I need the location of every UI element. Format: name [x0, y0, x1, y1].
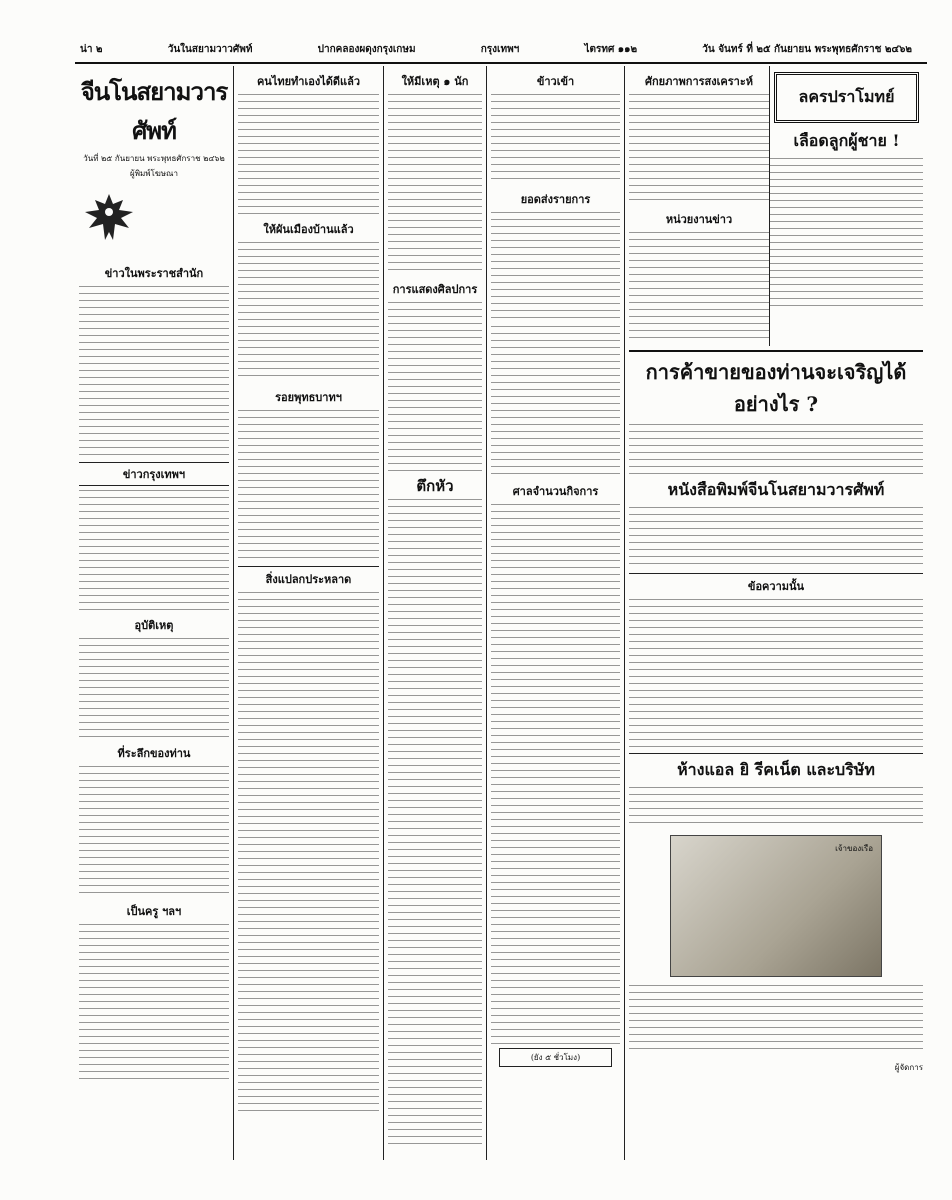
text-block	[79, 766, 229, 896]
headline-news-agency: หน่วยงานข่าว	[665, 213, 733, 226]
company-ad-title: ห้างแอล ยิ รีคเน็ต และบริษัท	[629, 753, 923, 783]
column-5	[624, 66, 927, 1160]
ad-photo	[670, 835, 882, 977]
text-block	[79, 924, 229, 1084]
headline-incident: ให้มีเหตุ ๑ นัก	[401, 75, 469, 88]
theatre-ad-box	[774, 72, 919, 123]
headline-thai-made: คนไทยทำเองได้ดีแล้ว	[256, 75, 361, 88]
text-block	[238, 242, 379, 382]
column-4	[486, 66, 624, 1160]
headline-building: ตึกหัว	[416, 477, 454, 495]
text-block	[388, 499, 482, 1149]
text-block	[629, 787, 923, 827]
page-header	[80, 38, 922, 60]
text-block	[388, 302, 482, 472]
text-block	[491, 504, 620, 1044]
text-block	[238, 592, 379, 1112]
text-block	[238, 94, 379, 214]
text-block	[491, 212, 620, 322]
masthead-publisher: ผู้พิมพ์โฆษณา	[130, 169, 178, 178]
text-block	[238, 410, 379, 560]
ad-signature: ผู้จัดการ	[894, 1063, 923, 1072]
text-block	[629, 507, 923, 567]
section-memorial: ที่ระลึกของท่าน	[117, 747, 191, 760]
headline-notice: ข้อความนั้น	[629, 573, 923, 595]
header-date-right: วัน จันทร์ ที่ ๒๕ กันยายน พระพุทธศักราช ๒๔๖๒	[702, 43, 912, 55]
column-footer: (ยัง ๕ ชั่วโมง)	[499, 1048, 612, 1067]
header-city: กรุงเทพฯ	[480, 43, 520, 55]
headline-city-change: ให้ผันเมืองบ้านแล้ว	[263, 223, 354, 236]
text-block	[629, 599, 923, 749]
theatre-ad-headline: เลือดลูกผู้ชาย !	[793, 131, 900, 150]
text-block	[79, 490, 229, 610]
headline-strange-things: สิ่งแปลกประหลาด	[238, 566, 379, 588]
headline-rice: ข้าวเข้า	[536, 75, 575, 88]
section-teacher: เป็นครู ฯลฯ	[126, 905, 182, 918]
headline-footprint: รอยพุทธบาทฯ	[275, 391, 342, 404]
text-block	[629, 232, 769, 342]
section-royal-court: ข่าวในพระราชสำนัก	[104, 267, 204, 280]
section-accident: อุบัติเหตุ	[134, 619, 174, 632]
text-block	[629, 94, 769, 204]
garuda-emblem-icon	[79, 188, 139, 248]
headline-welfare: ศักยภาพการสงเคราะห์	[645, 75, 753, 88]
header-date-left: วันในสยามวาวศัพท์	[167, 43, 253, 55]
headline-trade: การค้าขายของท่านจะเจริญได้อย่างไร ?	[645, 360, 907, 416]
text-block	[770, 158, 923, 308]
column-2	[233, 66, 383, 1160]
header-place: ปากคลองผดุงกรุงเกษม	[317, 43, 416, 55]
header-rule	[75, 62, 927, 64]
headline-dispatch: ยอดส่งรายการ	[520, 193, 591, 206]
headline-newspaper: หนังสือพิมพ์จีนโนสยามวารศัพท์	[667, 480, 885, 499]
text-block	[79, 286, 229, 456]
headline-court: ศาลจำนวนกิจการ	[512, 485, 599, 498]
header-year: ไตรทศ ๑๑๒	[584, 43, 638, 55]
text-block	[491, 326, 620, 476]
page-number: น่า ๒	[80, 43, 103, 55]
masthead: จีนโนสยามวารศัพท์	[80, 77, 228, 145]
photo-caption: เจ้าของเรือ	[835, 844, 873, 853]
section-bangkok-news: ข่าวกรุงเทพฯ	[79, 462, 229, 486]
headline-art-show: การแสดงศิลปการ	[392, 283, 478, 296]
masthead-date: วันที่ ๒๕ กันยายน พระพุทธศักราช ๒๔๖๒	[83, 154, 225, 163]
text-block	[388, 94, 482, 274]
text-block	[629, 424, 923, 474]
column-1	[75, 66, 233, 1160]
text-block	[79, 638, 229, 738]
text-block	[629, 985, 923, 1055]
price-table	[491, 94, 620, 184]
theatre-ad-title: ลครปราโมทย์	[798, 87, 895, 106]
column-3	[383, 66, 486, 1160]
